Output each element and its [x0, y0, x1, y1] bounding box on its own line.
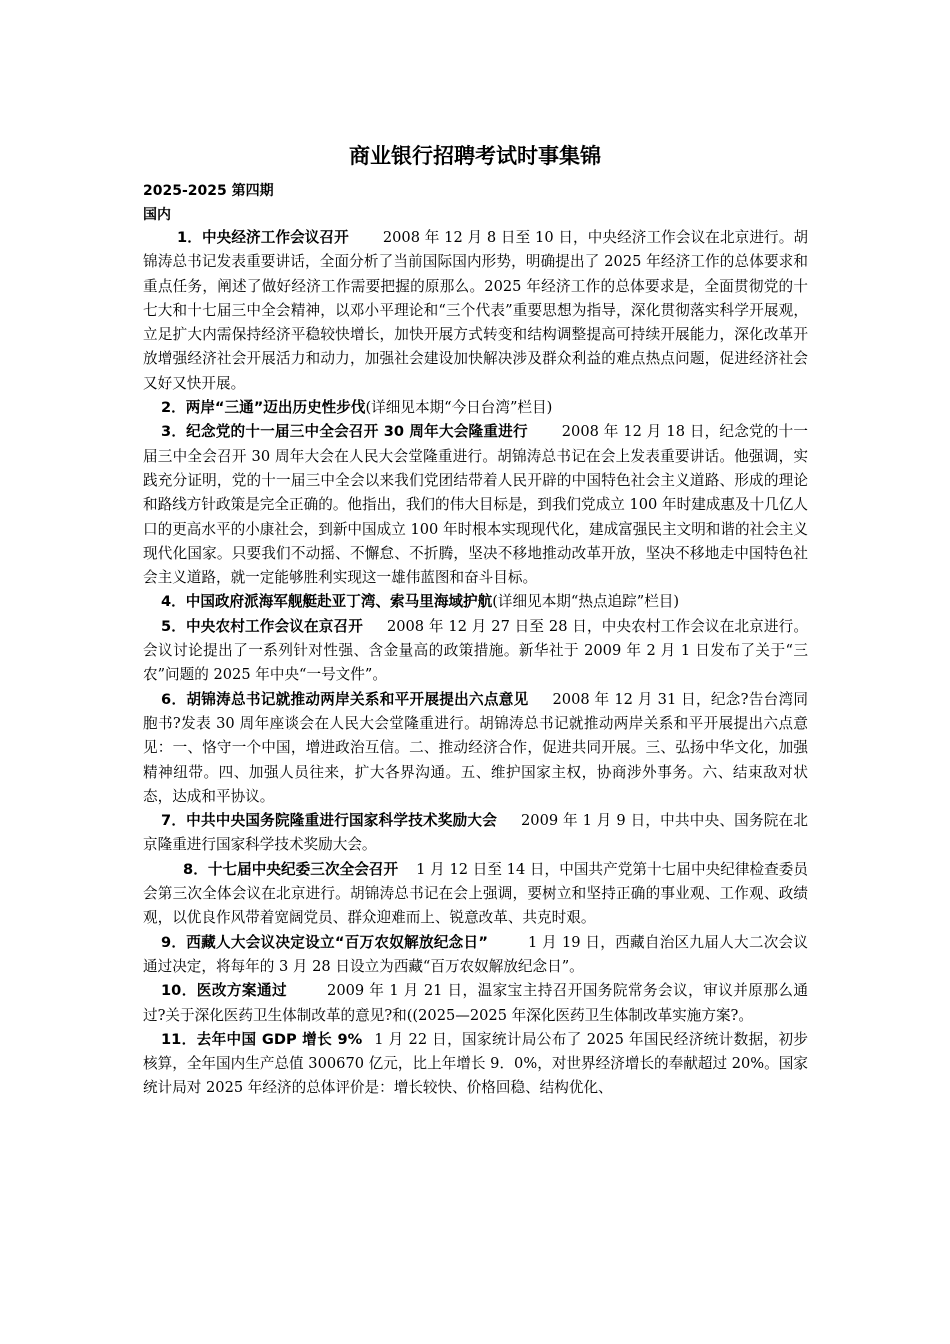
item-text: 2008 年 12 月 18 日，纪念党的十一届三中全会召开 30 周年大会在人民大会堂隆重进行。胡锦涛总书记在会上发表重要讲话。他强调，实践充分证明，党的十一届三中全会以来我们党团结带着人民开辟的中国特色社会主义道路、形成的理论和路线方针政策是完全正确的。他指出，我们的伟大目标是，到我们党成立 100 年时建成惠及十几亿人口的更高水平的小康社会，到新中国成立 100 年时根本实现现代化，建成富强民主文明和谐的社会主义现代化国家。只要我们不动摇、不懈怠、不折腾，坚决不移地推动改革开放，坚决不移地走中国特色社会主义道路，就一定能够胜利实现这一雄伟蓝图和奋斗目标。: [143, 423, 808, 587]
item-heading: 9．西藏人大会议决定设立“百万农奴解放纪念日”: [161, 933, 488, 951]
list-item: [143, 858, 808, 931]
item-heading: 8．十七届中央纪委三次全会召开: [183, 860, 399, 878]
list-item: [143, 615, 808, 688]
item-heading: 6．胡锦涛总书记就推动两岸关系和平开展提出六点意见: [161, 690, 529, 708]
list-item: [143, 226, 808, 396]
section-heading: 国内: [143, 207, 171, 223]
item-heading: 4．中国政府派海军舰艇赴亚丁湾、索马里海域护航: [161, 593, 493, 611]
item-text: 2009 年 1 月 9 日，中共中央、国务院在北京隆重进行国家科学技术奖励大会。: [143, 812, 808, 854]
item-text: (详细见本期“热点追踪”栏目): [492, 593, 680, 611]
item-heading: 2．两岸“三通”迈出历史性步伐: [161, 399, 366, 417]
item-heading: 1．中央经济工作会议召开: [177, 229, 349, 246]
item-text: 1 月 19 日，西藏自治区九届人大二次会议通过决定，将每年的 3 月 28 日设立为西藏“百万农奴解放纪念日”。: [143, 933, 808, 975]
item-text: 2009 年 1 月 21 日，温家宝主持召开国务院常务会议，审议并原那么通过?关于深化医药卫生体制改革的意见?和((2025—2025 年深化医药卫生体制改革实施方案?。: [143, 982, 808, 1024]
document-title: 商业银行招聘考试时事集锦: [349, 144, 601, 168]
item-text: 2008 年 12 月 8 日至 10 日，中央经济工作会议在北京进行。胡锦涛总书记发表重要讲话，全面分析了当前国际国内形势，明确提出了 2025 年经济工作的总体要求和重点任务，阐述了做好经济工作需要把握的原那么。2025 年经济工作的总体要求是，全面贯彻党的十七大和十七届三中全会精神，以邓小平理论和“三个代表”重要思想为指导，深化贯彻落实科学开展观，立足扩大内需保持经济平稳较快增长，加快开展方式转变和结构调整提高可持续开展能力，深化改革开放增强经济社会开展活力和动力，加强社会建设加快解决涉及群众利益的难点热点问题，促进经济社会又好又快开展。: [143, 229, 808, 392]
list-item: [143, 590, 808, 614]
item-heading: 11．去年中国 GDP 增长 9%: [161, 1030, 363, 1048]
issue-label: 2025-2025 第四期: [143, 183, 274, 199]
item-text: 2008 年 12 月 27 日至 28 日，中央农村工作会议在北京进行。会议讨论提出了一系列针对性强、含金量高的政策措施。新华社于 2009 年 2 月 1 日发布了关于“三农”问题的 2025 年中央“一号文件”。: [143, 617, 809, 684]
item-heading: 10．医改方案通过: [161, 982, 288, 1000]
list-item: [143, 396, 808, 420]
item-text: (详细见本期“今日台湾”栏目): [365, 399, 553, 417]
list-item: [143, 931, 808, 980]
item-text: 2008 年 12 月 31 日，纪念?告台湾同胞书?发表 30 周年座谈会在人民大会堂隆重进行。胡锦涛总书记就推动两岸关系和平开展提出六点意见：一、恪守一个中国，增进政治互信。二、推动经济合作，促进共同开展。三、弘扬中华文化，加强精神纽带。四、加强人员往来，扩大各界沟通。五、维护国家主权，协商涉外事务。六、结束敌对状态，达成和平协议。: [143, 690, 808, 805]
item-heading: 5．中央农村工作会议在京召开: [161, 617, 363, 635]
list-item: [143, 979, 808, 1028]
list-item: [143, 688, 808, 809]
list-item: [143, 420, 808, 590]
item-text: 1 月 12 日至 14 日，中国共产党第十七届中央纪律检查委员会第三次全体会议在北京进行。胡锦涛总书记在会上强调，要树立和坚持正确的事业观、工作观、政绩观，以优良作风带着宽阔党员、群众迎难而上、锐意改革、共克时艰。: [143, 860, 809, 927]
list-item: [143, 1028, 808, 1101]
list-item: [143, 809, 808, 858]
item-heading: 3．纪念党的十一届三中全会召开 30 周年大会隆重进行: [161, 423, 528, 441]
article-body: [143, 226, 808, 1101]
item-text: 1 月 22 日，国家统计局公布了 2025 年国民经济统计数据，初步核算，全年国内生产总值 300670 亿元，比上年增长 9．0%，对世界经济增长的奉献超过 20%。国家统计局对 2025 年经济的总体评价是：增长较快、价格回稳、结构优化、: [143, 1030, 808, 1097]
item-heading: 7．中共中央国务院隆重进行国家科学技术奖励大会: [161, 812, 498, 830]
